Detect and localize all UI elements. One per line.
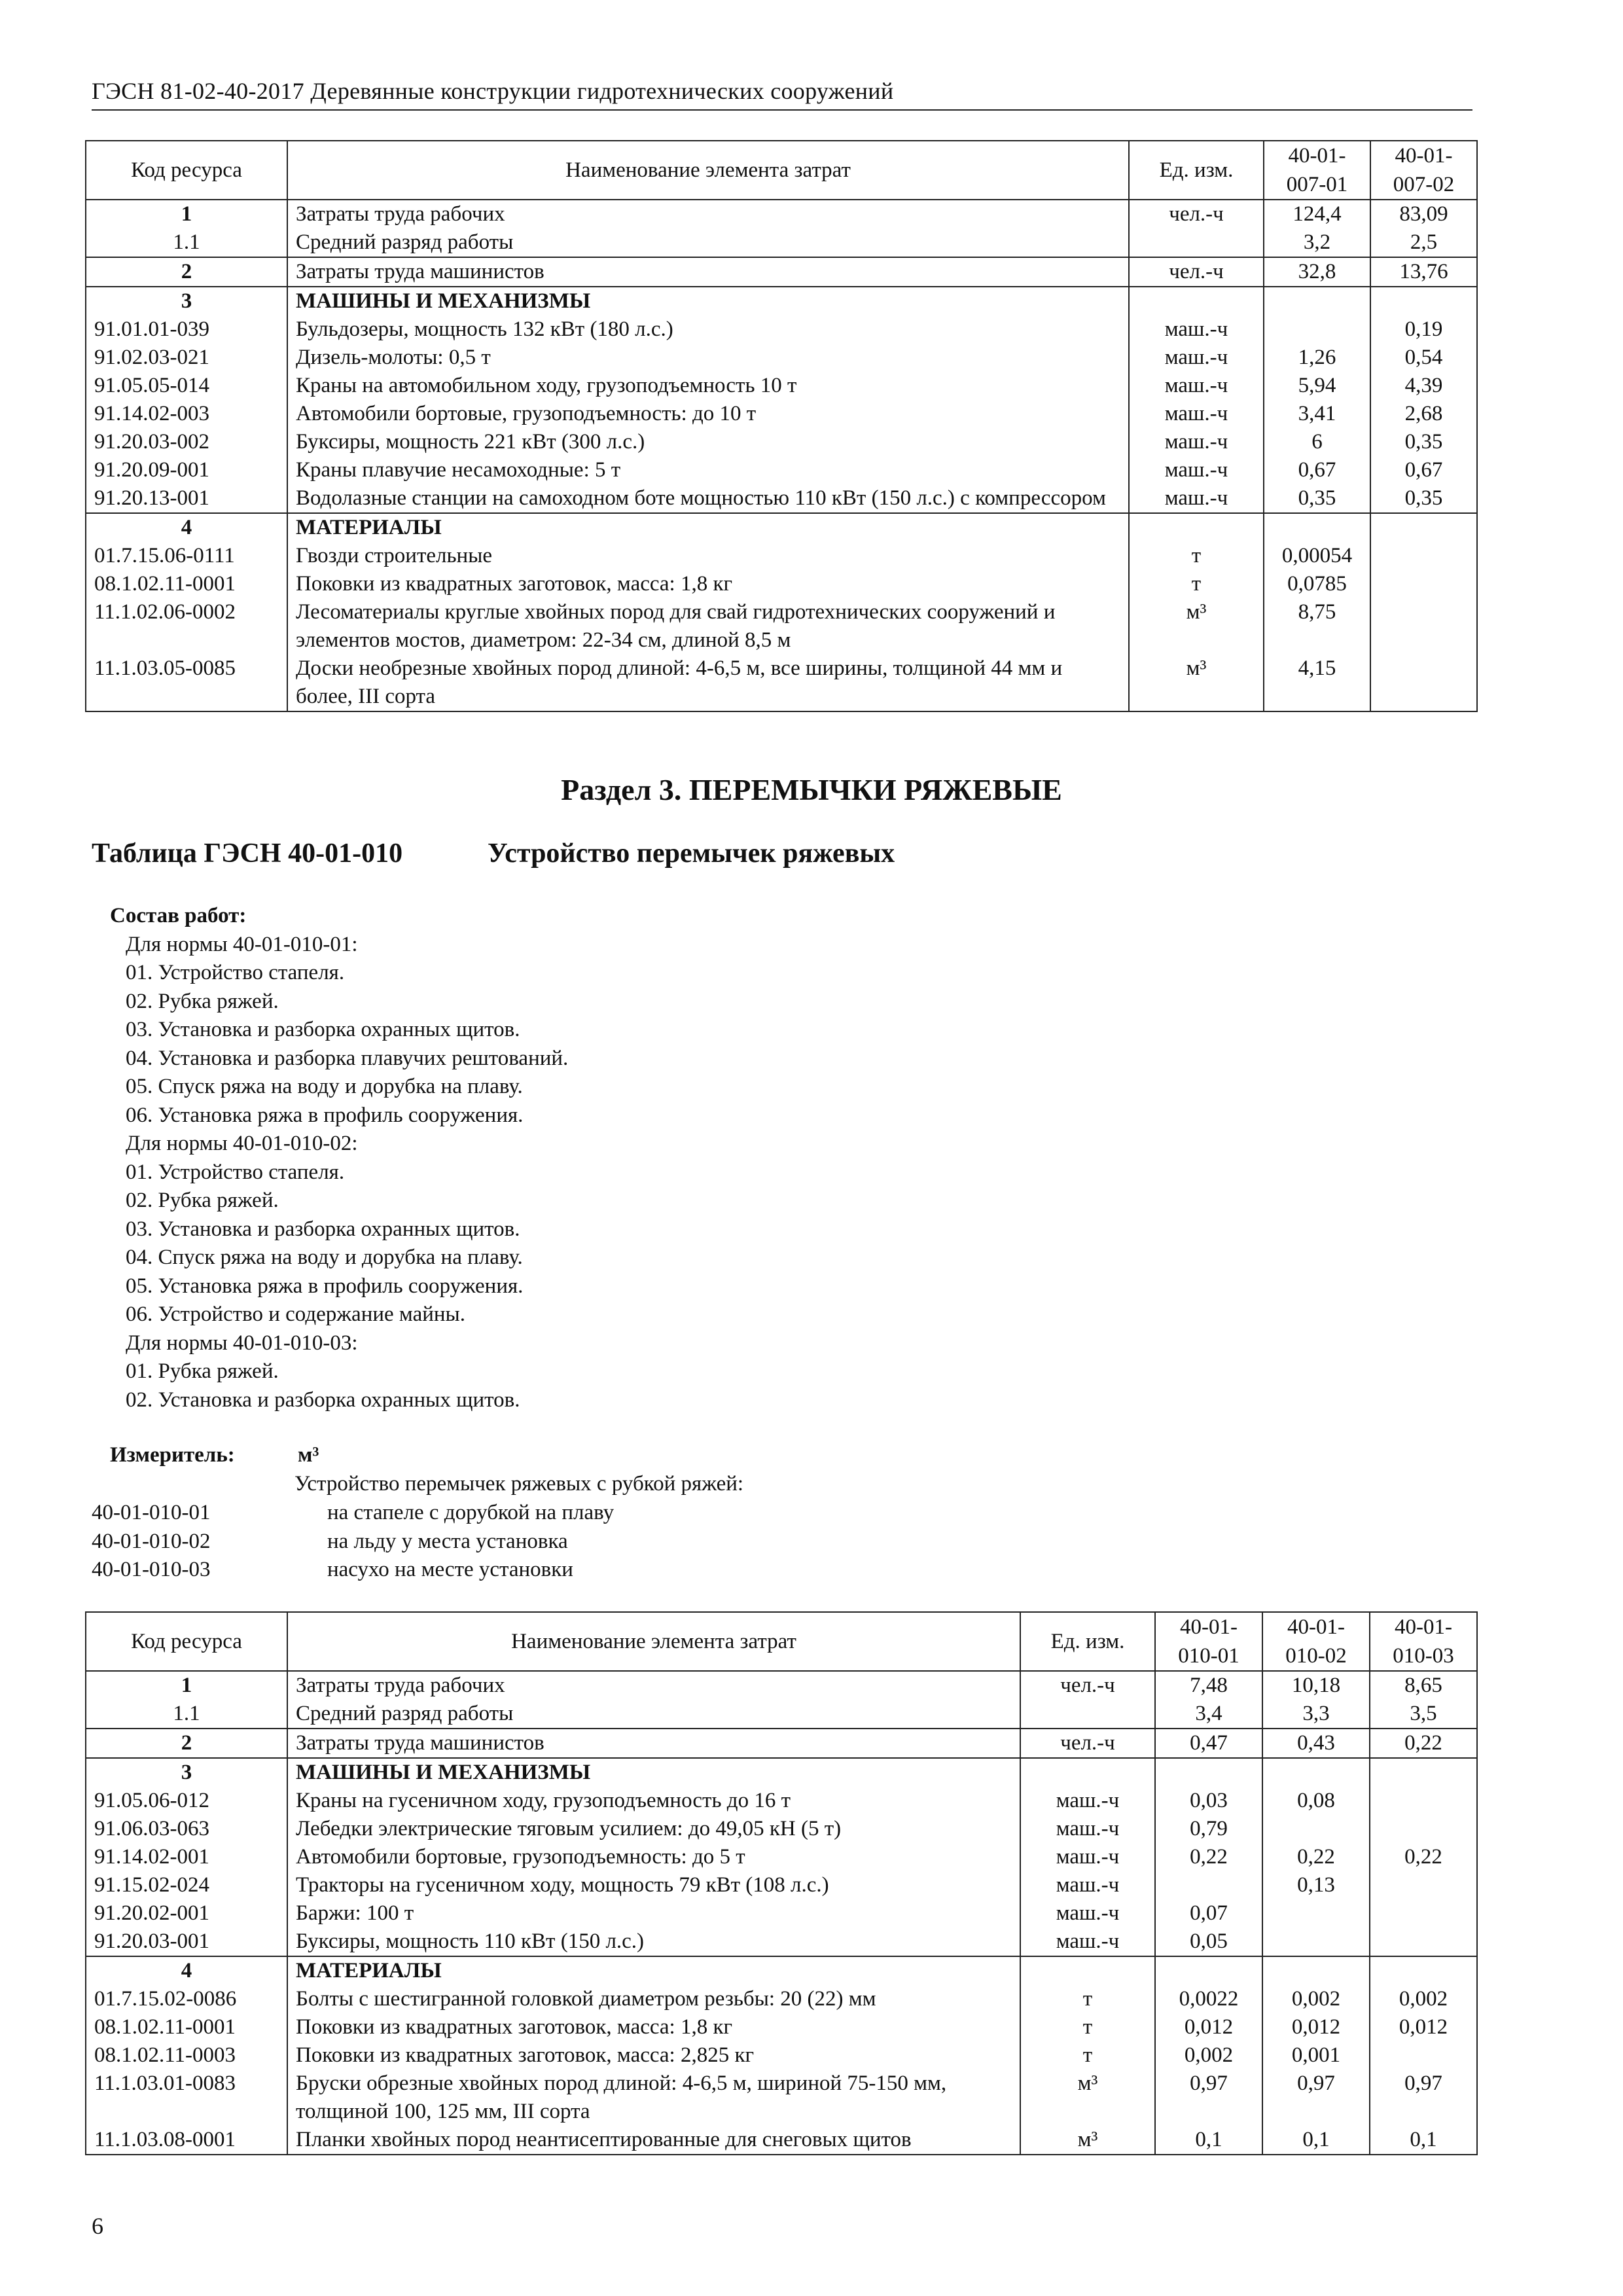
norm-value: 32,8 xyxy=(1264,257,1370,287)
table-row xyxy=(86,2126,1477,2155)
norm-code: 40-01-010-02 xyxy=(92,1529,211,1553)
unit-cell: т xyxy=(1020,1985,1155,2013)
table-row xyxy=(86,2070,1477,2126)
resource-code: 3 xyxy=(86,287,287,315)
table-row xyxy=(86,1729,1477,1758)
cost-element-name: Средний разряд работы xyxy=(287,1700,1020,1729)
norm-value xyxy=(1370,1871,1477,1899)
unit-cell: маш.-ч xyxy=(1129,315,1264,344)
norm-value: 2,68 xyxy=(1370,400,1477,428)
resource-code: 11.1.03.01-0083 xyxy=(86,2070,287,2126)
norm-value: 0,05 xyxy=(1155,1928,1262,1956)
cost-element-name: Дизель-молоты: 0,5 т xyxy=(287,344,1129,372)
work-item: 04. Спуск ряжа на воду и дорубка на плаву. xyxy=(126,1246,523,1269)
unit-cell: чел.-ч xyxy=(1129,257,1264,287)
norm-name: насухо на месте установки xyxy=(327,1558,573,1581)
table-row xyxy=(86,2041,1477,2070)
work-item: 04. Установка и разборка плавучих рештований. xyxy=(126,1046,569,1070)
unit-cell: маш.-ч xyxy=(1020,1787,1155,1815)
unit-cell: т xyxy=(1020,2041,1155,2070)
table-row xyxy=(86,257,1477,287)
norm-code: 40-01-010-03 xyxy=(92,1558,211,1581)
unit-cell: маш.-ч xyxy=(1020,1843,1155,1871)
column-header: 40-01- 010-01 xyxy=(1155,1612,1262,1671)
norm-value: 0,47 xyxy=(1155,1729,1262,1758)
resource-code: 91.05.06-012 xyxy=(86,1787,287,1815)
resource-code: 1.1 xyxy=(86,228,287,257)
unit-cell: маш.-ч xyxy=(1129,484,1264,513)
norm-value: 5,94 xyxy=(1264,372,1370,400)
table-row xyxy=(86,428,1477,456)
norm-value: 0,012 xyxy=(1370,2013,1477,2041)
work-item: 05. Установка ряжа в профиль сооружения. xyxy=(126,1274,524,1298)
resource-code: 01.7.15.06-0111 xyxy=(86,542,287,570)
norm-value: 0,79 xyxy=(1155,1815,1262,1843)
norm-value xyxy=(1155,1956,1262,1985)
norm-value: 0,97 xyxy=(1370,2070,1477,2126)
table-row xyxy=(86,228,1477,257)
norm-value: 0,002 xyxy=(1370,1985,1477,2013)
norm-value xyxy=(1370,570,1477,598)
norm-value: 0,22 xyxy=(1155,1843,1262,1871)
norm-value: 0,03 xyxy=(1155,1787,1262,1815)
norm-value: 3,2 xyxy=(1264,228,1370,257)
norm-value: 0,002 xyxy=(1262,1985,1370,2013)
resource-code: 4 xyxy=(86,1956,287,1985)
resource-code: 3 xyxy=(86,1758,287,1787)
norm-value: 4,15 xyxy=(1264,655,1370,711)
cost-element-name: Лебедки электрические тяговым усилием: до 49,05 кН (5 т) xyxy=(287,1815,1020,1843)
resource-code: 4 xyxy=(86,513,287,542)
work-item: Для нормы 40-01-010-03: xyxy=(126,1331,358,1355)
cost-element-name: МАТЕРИАЛЫ xyxy=(287,1956,1020,1985)
work-composition xyxy=(110,902,568,1414)
unit-cell: маш.-ч xyxy=(1129,372,1264,400)
norm-value: 3,41 xyxy=(1264,400,1370,428)
norm-value: 0,0022 xyxy=(1155,1985,1262,2013)
norm-value: 0,1 xyxy=(1155,2126,1262,2155)
table-title xyxy=(92,838,895,869)
cost-element-name: Болты с шестигранной головкой диаметром резьбы: 20 (22) мм xyxy=(287,1985,1020,2013)
cost-element-name: Доски необрезные хвойных пород длиной: 4-6,5 м, все ширины, толщиной 44 мм и более, III сорта xyxy=(287,655,1129,711)
resource-code: 91.14.02-001 xyxy=(86,1843,287,1871)
norm-value xyxy=(1155,1871,1262,1899)
table-row xyxy=(86,570,1477,598)
resource-code: 2 xyxy=(86,257,287,287)
work-item: Для нормы 40-01-010-02: xyxy=(126,1132,358,1155)
unit-cell xyxy=(1129,228,1264,257)
table-row xyxy=(86,1700,1477,1729)
work-item: 01. Рубка ряжей. xyxy=(126,1359,279,1383)
resource-code: 1.1 xyxy=(86,1700,287,1729)
norm-name: на льду у места установка xyxy=(327,1529,568,1553)
norm-value: 3,4 xyxy=(1155,1700,1262,1729)
norm-value: 8,65 xyxy=(1370,1671,1477,1700)
norm-value xyxy=(1370,655,1477,711)
table-row xyxy=(86,513,1477,542)
norm-value: 0,13 xyxy=(1262,1871,1370,1899)
norm-value: 0,001 xyxy=(1262,2041,1370,2070)
resource-code: 2 xyxy=(86,1729,287,1758)
resource-code: 91.20.13-001 xyxy=(86,484,287,513)
norm-value xyxy=(1370,2041,1477,2070)
norm-value: 4,39 xyxy=(1370,372,1477,400)
unit-cell: маш.-ч xyxy=(1129,344,1264,372)
unit-cell xyxy=(1129,287,1264,315)
work-item: Для нормы 40-01-010-01: xyxy=(126,932,358,956)
table-row xyxy=(86,1787,1477,1815)
running-header: ГЭСН 81-02-40-2017 Деревянные конструкции гидротехнических сооружений xyxy=(92,78,894,104)
unit-cell: т xyxy=(1129,570,1264,598)
unit-cell xyxy=(1020,1758,1155,1787)
norm-value: 0,35 xyxy=(1370,484,1477,513)
table-row xyxy=(86,287,1477,315)
cost-element-name: Лесоматериалы круглые хвойных пород для свай гидротехнических сооружений и элементов мостов, диаметром: 22-34 см, длиной 8,5 м xyxy=(287,598,1129,655)
table-row xyxy=(86,484,1477,513)
norm-value: 0,22 xyxy=(1370,1729,1477,1758)
norm-value: 0,35 xyxy=(1264,484,1370,513)
norm-value: 0,002 xyxy=(1155,2041,1262,2070)
cost-element-name: Краны на гусеничном ходу, грузоподъемность до 16 т xyxy=(287,1787,1020,1815)
resource-code: 91.06.03-063 xyxy=(86,1815,287,1843)
norm-value xyxy=(1264,315,1370,344)
cost-element-name: Гвозди строительные xyxy=(287,542,1129,570)
table-row xyxy=(86,1815,1477,1843)
norm-value xyxy=(1370,598,1477,655)
cost-element-name: Бруски обрезные хвойных пород длиной: 4-6,5 м, шириной 75-150 мм, толщиной 100, 125 мм, III сорта xyxy=(287,2070,1020,2126)
work-item: 03. Установка и разборка охранных щитов. xyxy=(126,1018,520,1041)
norm-value: 3,5 xyxy=(1370,1700,1477,1729)
work-composition-heading: Состав работ: xyxy=(110,904,247,927)
resource-code: 11.1.02.06-0002 xyxy=(86,598,287,655)
unit-cell: маш.-ч xyxy=(1129,428,1264,456)
norm-value: 0,67 xyxy=(1264,456,1370,484)
norm-value xyxy=(1262,1928,1370,1956)
norm-value: 0,22 xyxy=(1370,1843,1477,1871)
unit-cell: чел.-ч xyxy=(1020,1671,1155,1700)
section-title: Раздел 3. ПЕРЕМЫЧКИ РЯЖЕВЫЕ xyxy=(561,773,1062,806)
norm-value xyxy=(1262,1956,1370,1985)
norm-value xyxy=(1370,513,1477,542)
norm-code: 40-01-010-01 xyxy=(92,1501,211,1524)
resource-code: 08.1.02.11-0001 xyxy=(86,2013,287,2041)
resource-code: 11.1.03.05-0085 xyxy=(86,655,287,711)
norm-value: 0,012 xyxy=(1262,2013,1370,2041)
resource-code: 1 xyxy=(86,1671,287,1700)
cost-element-name: Затраты труда машинистов xyxy=(287,257,1129,287)
work-item: 01. Устройство стапеля. xyxy=(126,1160,345,1184)
column-header: Ед. изм. xyxy=(1020,1612,1155,1671)
measure-label: Измеритель: xyxy=(110,1443,235,1467)
norm-value: 7,48 xyxy=(1155,1671,1262,1700)
table-row xyxy=(86,1928,1477,1956)
norm-value: 0,1 xyxy=(1262,2126,1370,2155)
table-row xyxy=(86,372,1477,400)
norm-name: на стапеле с дорубкой на плаву xyxy=(327,1501,615,1524)
unit-cell: маш.-ч xyxy=(1129,456,1264,484)
cost-element-name: МАШИНЫ И МЕХАНИЗМЫ xyxy=(287,287,1129,315)
cost-element-name: Затраты труда машинистов xyxy=(287,1729,1020,1758)
column-header: 40-01- 007-02 xyxy=(1370,141,1477,200)
norm-value xyxy=(1370,1956,1477,1985)
norm-value: 0,22 xyxy=(1262,1843,1370,1871)
unit-cell xyxy=(1020,1700,1155,1729)
cost-element-name: Краны на автомобильном ходу, грузоподъемность 10 т xyxy=(287,372,1129,400)
resource-code: 91.05.05-014 xyxy=(86,372,287,400)
resource-code: 91.20.03-002 xyxy=(86,428,287,456)
norm-value: 0,54 xyxy=(1370,344,1477,372)
unit-cell: маш.-ч xyxy=(1020,1928,1155,1956)
norm-value: 3,3 xyxy=(1262,1700,1370,1729)
norm-value: 0,97 xyxy=(1155,2070,1262,2126)
unit-cell: м³ xyxy=(1020,2070,1155,2126)
table-row xyxy=(86,200,1477,228)
norm-value xyxy=(1370,1815,1477,1843)
resource-code: 08.1.02.11-0003 xyxy=(86,2041,287,2070)
norm-value xyxy=(1264,513,1370,542)
work-item: 05. Спуск ряжа на воду и дорубка на плаву. xyxy=(126,1075,523,1098)
column-header: Код ресурса xyxy=(86,1612,287,1671)
norm-value: 0,0785 xyxy=(1264,570,1370,598)
unit-cell: чел.-ч xyxy=(1020,1729,1155,1758)
norm-value xyxy=(1370,1758,1477,1787)
norm-value xyxy=(1264,287,1370,315)
resource-table-007 xyxy=(85,140,1478,712)
norm-value: 83,09 xyxy=(1370,200,1477,228)
table-row xyxy=(86,1899,1477,1928)
cost-element-name: Краны плавучие несамоходные: 5 т xyxy=(287,456,1129,484)
resource-code: 1 xyxy=(86,200,287,228)
page-number: 6 xyxy=(92,2213,103,2239)
unit-cell: м³ xyxy=(1020,2126,1155,2155)
column-header: Ед. изм. xyxy=(1129,141,1264,200)
resource-code: 08.1.02.11-0001 xyxy=(86,570,287,598)
cost-element-name: Поковки из квадратных заготовок, масса: 1,8 кг xyxy=(287,2013,1020,2041)
table-row xyxy=(86,1671,1477,1700)
cost-element-name: Средний разряд работы xyxy=(287,228,1129,257)
table-row xyxy=(86,542,1477,570)
cost-element-name: Буксиры, мощность 110 кВт (150 л.с.) xyxy=(287,1928,1020,1956)
table-row xyxy=(86,344,1477,372)
norm-value: 0,1 xyxy=(1370,2126,1477,2155)
norm-value xyxy=(1370,542,1477,570)
norm-value: 0,35 xyxy=(1370,428,1477,456)
norm-value: 0,07 xyxy=(1155,1899,1262,1928)
norm-value: 0,97 xyxy=(1262,2070,1370,2126)
unit-cell: чел.-ч xyxy=(1129,200,1264,228)
norm-value: 0,00054 xyxy=(1264,542,1370,570)
norm-value: 0,67 xyxy=(1370,456,1477,484)
unit-cell: маш.-ч xyxy=(1020,1899,1155,1928)
measure-description: Устройство перемычек ряжевых с рубкой ряжей: xyxy=(294,1472,744,1496)
norm-value xyxy=(1262,1758,1370,1787)
resource-code: 91.20.03-001 xyxy=(86,1928,287,1956)
norm-value xyxy=(1370,287,1477,315)
cost-element-name: Водолазные станции на самоходном боте мощностью 110 кВт (150 л.с.) с компрессором xyxy=(287,484,1129,513)
table-row xyxy=(86,456,1477,484)
norm-value: 13,76 xyxy=(1370,257,1477,287)
column-header: Наименование элемента затрат xyxy=(287,1612,1020,1671)
header-rule xyxy=(92,109,1472,111)
cost-element-name: Поковки из квадратных заготовок, масса: 1,8 кг xyxy=(287,570,1129,598)
unit-cell: м³ xyxy=(1129,598,1264,655)
table-row xyxy=(86,598,1477,655)
resource-code: 91.20.09-001 xyxy=(86,456,287,484)
norm-value: 0,19 xyxy=(1370,315,1477,344)
resource-code: 91.01.01-039 xyxy=(86,315,287,344)
column-header: 40-01- 010-03 xyxy=(1370,1612,1477,1671)
cost-element-name: Автомобили бортовые, грузоподъемность: до 5 т xyxy=(287,1843,1020,1871)
unit-cell: маш.-ч xyxy=(1020,1871,1155,1899)
resource-code: 91.14.02-003 xyxy=(86,400,287,428)
table-header-row xyxy=(86,141,1477,200)
work-item: 02. Рубка ряжей. xyxy=(126,1189,279,1212)
table-row xyxy=(86,655,1477,711)
norm-value xyxy=(1155,1758,1262,1787)
work-item: 01. Устройство стапеля. xyxy=(126,961,345,984)
column-header: 40-01- 007-01 xyxy=(1264,141,1370,200)
table-row xyxy=(86,1985,1477,2013)
cost-element-name: Затраты труда рабочих xyxy=(287,200,1129,228)
norm-value: 6 xyxy=(1264,428,1370,456)
resource-table-010 xyxy=(85,1611,1478,2155)
table-row xyxy=(86,1871,1477,1899)
norm-value: 0,43 xyxy=(1262,1729,1370,1758)
cost-element-name: Поковки из квадратных заготовок, масса: 2,825 кг xyxy=(287,2041,1020,2070)
cost-element-name: МАТЕРИАЛЫ xyxy=(287,513,1129,542)
table-name: Устройство перемычек ряжевых xyxy=(488,838,895,869)
norm-value: 10,18 xyxy=(1262,1671,1370,1700)
unit-cell: т xyxy=(1020,2013,1155,2041)
resource-code: 91.02.03-021 xyxy=(86,344,287,372)
norm-value xyxy=(1370,1928,1477,1956)
norm-value xyxy=(1370,1787,1477,1815)
norm-value: 8,75 xyxy=(1264,598,1370,655)
cost-element-name: Бульдозеры, мощность 132 кВт (180 л.с.) xyxy=(287,315,1129,344)
table-row xyxy=(86,2013,1477,2041)
unit-cell: маш.-ч xyxy=(1020,1815,1155,1843)
column-header: Код ресурса xyxy=(86,141,287,200)
work-item: 03. Установка и разборка охранных щитов. xyxy=(126,1217,520,1241)
cost-element-name: МАШИНЫ И МЕХАНИЗМЫ xyxy=(287,1758,1020,1787)
cost-element-name: Автомобили бортовые, грузоподъемность: до 10 т xyxy=(287,400,1129,428)
norm-value: 1,26 xyxy=(1264,344,1370,372)
norm-value: 2,5 xyxy=(1370,228,1477,257)
table-row xyxy=(86,1956,1477,1985)
norm-value: 0,08 xyxy=(1262,1787,1370,1815)
norm-value xyxy=(1262,1815,1370,1843)
resource-code: 01.7.15.02-0086 xyxy=(86,1985,287,2013)
norm-value: 0,012 xyxy=(1155,2013,1262,2041)
resource-code: 11.1.03.08-0001 xyxy=(86,2126,287,2155)
column-header: Наименование элемента затрат xyxy=(287,141,1129,200)
unit-cell xyxy=(1129,513,1264,542)
work-item: 02. Установка и разборка охранных щитов. xyxy=(126,1388,520,1412)
norm-value xyxy=(1370,1899,1477,1928)
work-item: 06. Установка ряжа в профиль сооружения. xyxy=(126,1103,524,1127)
measure-unit: м³ xyxy=(298,1443,319,1467)
work-item: 06. Устройство и содержание майны. xyxy=(126,1302,465,1326)
unit-cell xyxy=(1020,1956,1155,1985)
work-composition-list xyxy=(110,931,568,1415)
norm-value xyxy=(1262,1899,1370,1928)
table-row xyxy=(86,1758,1477,1787)
cost-element-name: Тракторы на гусеничном ходу, мощность 79 кВт (108 л.с.) xyxy=(287,1871,1020,1899)
table-header-row xyxy=(86,1612,1477,1671)
unit-cell: т xyxy=(1129,542,1264,570)
column-header: 40-01- 010-02 xyxy=(1262,1612,1370,1671)
cost-element-name: Баржи: 100 т xyxy=(287,1899,1020,1928)
cost-element-name: Планки хвойных пород неантисептированные для снеговых щитов xyxy=(287,2126,1020,2155)
table-code: Таблица ГЭСН 40-01-010 xyxy=(92,838,403,869)
norm-value: 124,4 xyxy=(1264,200,1370,228)
unit-cell: м³ xyxy=(1129,655,1264,711)
table-row xyxy=(86,400,1477,428)
resource-code: 91.20.02-001 xyxy=(86,1899,287,1928)
table-row xyxy=(86,1843,1477,1871)
table-row xyxy=(86,315,1477,344)
work-item: 02. Рубка ряжей. xyxy=(126,989,279,1013)
cost-element-name: Буксиры, мощность 221 кВт (300 л.с.) xyxy=(287,428,1129,456)
unit-cell: маш.-ч xyxy=(1129,400,1264,428)
resource-code: 91.15.02-024 xyxy=(86,1871,287,1899)
cost-element-name: Затраты труда рабочих xyxy=(287,1671,1020,1700)
